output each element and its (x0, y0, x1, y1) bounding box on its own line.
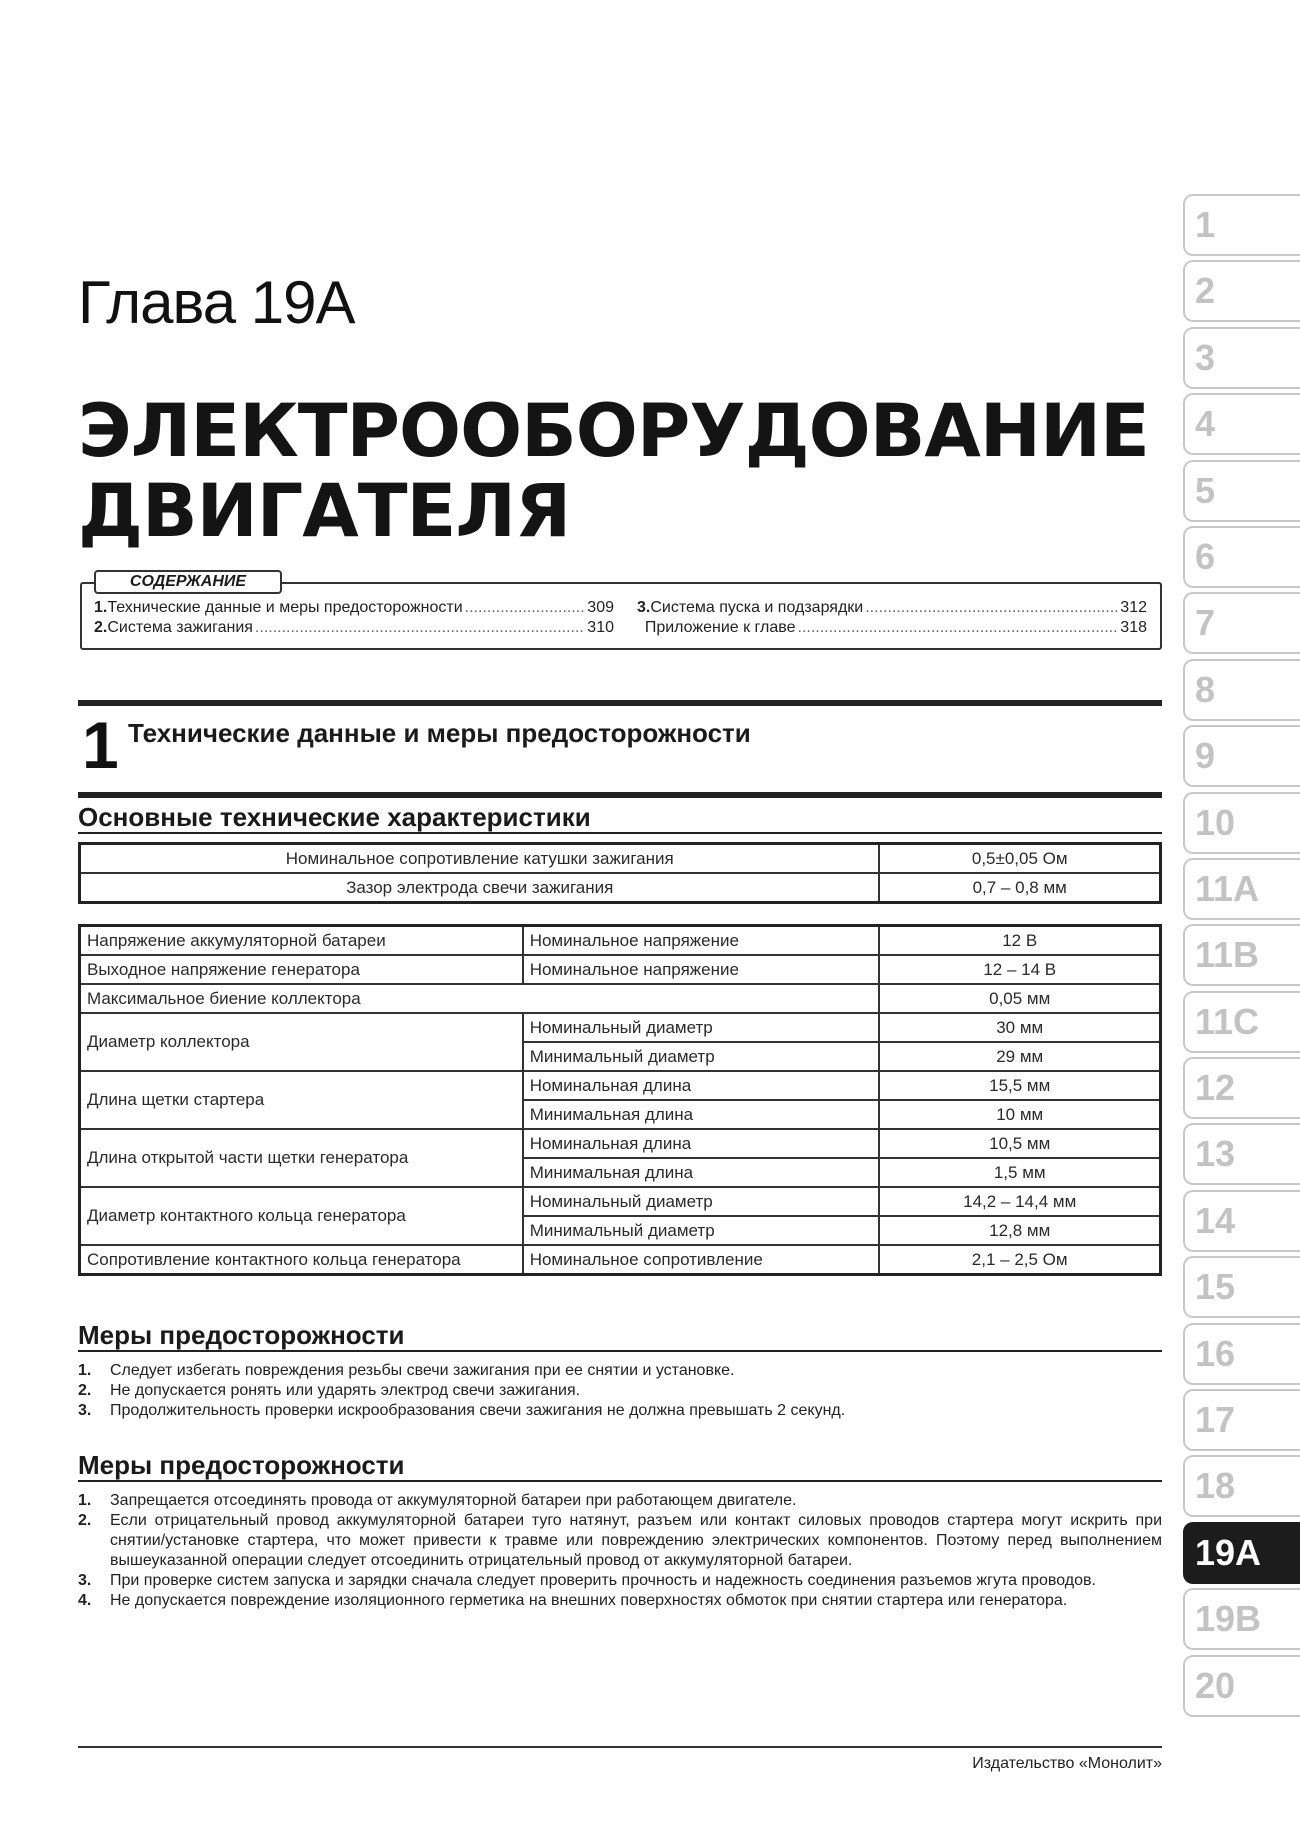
chapter-tab-label: 1 (1195, 204, 1216, 245)
table-cell-param: Диаметр коллектора (80, 1013, 523, 1071)
precautions-list-2 (78, 1491, 1162, 1611)
table-cell-param: Выходное напряжение генератора (80, 955, 523, 984)
section-header (78, 700, 1162, 798)
chapter-tab-14[interactable] (1183, 1190, 1300, 1252)
chapter-tab-label: 10 (1195, 801, 1236, 843)
toc-item[interactable] (637, 618, 1147, 638)
table-cell-sub: Номинальное сопротивление (523, 1245, 880, 1275)
chapter-tab-label: 13 (1195, 1133, 1236, 1175)
chapter-tab-label: 15 (1195, 1266, 1236, 1308)
table-cell-sub: Номинальная длина (523, 1129, 880, 1158)
chapter-tab-label: 3 (1195, 336, 1216, 378)
table-cell-value: 12,8 мм (879, 1216, 1160, 1245)
table-row (80, 873, 1161, 903)
toc-leader-dots (797, 618, 1118, 638)
list-item (78, 1401, 1162, 1421)
list-item-number: 1. (78, 1492, 92, 1509)
table-cell-sub: Минимальная длина (523, 1100, 880, 1129)
toc-item-page: 309 (587, 599, 614, 616)
chapter-tab-label: 9 (1195, 735, 1216, 777)
toc-item-text: Технические данные и меры предосторожности (107, 599, 463, 616)
table-cell-value: 0,05 мм (879, 984, 1160, 1013)
table-row (80, 844, 1161, 874)
table-cell-sub: Минимальная длина (523, 1158, 880, 1187)
chapter-tab-label: 11B (1195, 934, 1260, 976)
table-cell-value: 12 – 14 В (879, 955, 1160, 984)
table-cell-sub: Номинальный диаметр (523, 1187, 880, 1216)
list-item-number: 3. (78, 1572, 92, 1589)
list-item-number: 3. (78, 1402, 92, 1419)
list-item (78, 1381, 1162, 1401)
toc-item-number: 2. (94, 619, 108, 636)
page-title-line2: ДВИГАТЕЛЯ (78, 469, 571, 554)
toc-item-page: 310 (587, 619, 614, 636)
table-cell-value: 30 мм (879, 1013, 1160, 1042)
chapter-tab-label: 5 (1195, 469, 1216, 511)
table-cell-value: 10 мм (879, 1100, 1160, 1129)
table-row (80, 1245, 1161, 1275)
list-item-text: При проверке систем запуска и зарядки сначала следует проверить прочность и надежность соединения разъемов жгута проводов. (110, 1572, 1096, 1589)
chapter-tab-11b[interactable] (1183, 924, 1300, 986)
toc-item-text: Система зажигания (107, 619, 253, 636)
toc-item-text: Система пуска и подзарядки (650, 599, 864, 616)
chapter-tab-1[interactable] (1183, 194, 1300, 256)
chapter-tab-label: 8 (1195, 668, 1216, 710)
list-item-number: 4. (78, 1592, 92, 1609)
contents-heading: СОДЕРЖАНИЕ (94, 570, 282, 594)
table-cell-value: 29 мм (879, 1042, 1160, 1071)
table-cell-sub: Номинальный диаметр (523, 1013, 880, 1042)
table-cell-param: Сопротивление контактного кольца генератора (80, 1245, 523, 1275)
table-cell-value: 15,5 мм (879, 1071, 1160, 1100)
table-cell-value: 0,7 – 0,8 мм (879, 873, 1160, 903)
chapter-tab-9[interactable] (1183, 725, 1300, 787)
list-item-text: Запрещается отсоединять провода от аккумуляторной батареи при работающем двигателе. (110, 1492, 797, 1509)
chapter-tab-label: 14 (1195, 1199, 1236, 1241)
chapter-tab-3[interactable] (1183, 327, 1300, 389)
footer-divider (78, 1746, 1162, 1748)
table-cell-value: 12 В (879, 926, 1160, 956)
toc-item[interactable] (94, 598, 614, 618)
table-row (80, 984, 1161, 1013)
publisher-label: Издательство «Монолит» (972, 1755, 1162, 1772)
chapter-tab-label: 4 (1195, 403, 1216, 445)
toc-item-text: Приложение к главе (644, 619, 796, 636)
chapter-tab-label: 19B (1195, 1598, 1262, 1640)
list-item-number: 2. (78, 1512, 92, 1529)
table-cell-param: Зазор электрода свечи зажигания (80, 873, 880, 903)
table-cell-value: 2,1 – 2,5 Ом (879, 1245, 1160, 1275)
list-item (78, 1591, 1162, 1611)
list-item-text: Продолжительность проверки искрообразования свечи зажигания не должна превышать 2 секунд. (110, 1402, 846, 1419)
chapter-tab-11a[interactable] (1183, 858, 1300, 920)
chapter-label: Глава 19А (78, 269, 355, 336)
table-of-contents (80, 573, 1162, 650)
spec-table-charging (78, 924, 1162, 1276)
chapter-tab-6[interactable] (1183, 526, 1300, 588)
chapter-tab-label: 20 (1195, 1664, 1236, 1706)
table-row (80, 926, 1161, 956)
specs-heading: Основные технические характеристики (78, 802, 591, 832)
divider (78, 1480, 1162, 1482)
chapter-tab-19a[interactable] (1183, 1522, 1300, 1584)
chapter-tab-13[interactable] (1183, 1123, 1300, 1185)
chapter-tab-12[interactable] (1183, 1057, 1300, 1119)
table-cell-param: Диаметр контактного кольца генератора (80, 1187, 523, 1245)
page-title-line1: ЭЛЕКТРООБОРУДОВАНИЕ (78, 389, 1149, 474)
table-cell-sub: Номинальное напряжение (523, 955, 880, 984)
list-item-text: Следует избегать повреждения резьбы свечи зажигания при ее снятии и установке. (110, 1362, 735, 1379)
table-cell-sub: Номинальное напряжение (523, 926, 880, 956)
chapter-tab-label: 7 (1195, 602, 1216, 644)
chapter-tab-10[interactable] (1183, 792, 1300, 854)
chapter-tab-8[interactable] (1183, 659, 1300, 721)
chapter-tab-label: 16 (1195, 1332, 1236, 1374)
chapter-tab-18[interactable] (1183, 1455, 1300, 1517)
toc-item[interactable] (94, 618, 614, 638)
chapter-tab-15[interactable] (1183, 1256, 1300, 1318)
page-title (78, 389, 1149, 554)
chapter-tab-label: 11C (1195, 1000, 1260, 1042)
chapter-tab-17[interactable] (1183, 1389, 1300, 1451)
list-item-number: 1. (78, 1362, 92, 1379)
table-cell-param: Номинальное сопротивление катушки зажигания (80, 844, 880, 874)
toc-item-number: 1. (94, 599, 108, 616)
list-item-text: Не допускается ронять или ударять электрод свечи зажигания. (110, 1382, 581, 1399)
table-row (80, 1071, 1161, 1100)
list-item (78, 1511, 1162, 1571)
table-cell-param: Максимальное биение коллектора (80, 984, 880, 1013)
chapter-tab-2[interactable] (1183, 260, 1300, 322)
list-item (78, 1491, 1162, 1511)
precautions-list-1 (78, 1361, 1162, 1421)
chapter-tab-7[interactable] (1183, 592, 1300, 654)
table-cell-value: 1,5 мм (879, 1158, 1160, 1187)
list-item (78, 1361, 1162, 1381)
chapter-tab-label: 6 (1195, 535, 1216, 577)
toc-leader-dots (865, 598, 1118, 618)
toc-leader-dots (465, 598, 586, 618)
table-row (80, 955, 1161, 984)
toc-column-right (637, 598, 1147, 638)
toc-leader-dots (255, 618, 585, 638)
table-cell-sub: Минимальный диаметр (523, 1042, 880, 1071)
table-cell-param: Напряжение аккумуляторной батареи (80, 926, 523, 956)
table-cell-param: Длина щетки стартера (80, 1071, 523, 1129)
section-number: 1 (82, 708, 119, 782)
precautions-heading-1: Меры предосторожности (78, 1320, 405, 1350)
table-cell-sub: Номинальная длина (523, 1071, 880, 1100)
divider (78, 832, 1162, 834)
table-cell-value: 0,5±0,05 Ом (879, 844, 1160, 874)
chapter-tab-label: 17 (1195, 1399, 1236, 1441)
list-item-text: Не допускается повреждение изоляционного герметика на внешних поверхностях обмоток при снятии стартера или генератора. (110, 1592, 1068, 1609)
list-item (78, 1571, 1162, 1591)
table-row (80, 1129, 1161, 1158)
table-cell-sub: Минимальный диаметр (523, 1216, 880, 1245)
chapter-tab-label: 18 (1195, 1465, 1236, 1507)
chapter-tab-4[interactable] (1183, 393, 1300, 455)
toc-item[interactable] (637, 598, 1147, 618)
table-cell-param: Длина открытой части щетки генератора (80, 1129, 523, 1187)
table-cell-value: 14,2 – 14,4 мм (879, 1187, 1160, 1216)
list-item-text: Если отрицательный провод аккумуляторной батареи туго натянут, разъем или контакт силовых проводов стартера могут искрить при снятии/установке стартера, что может привести к травме или повреждению электрических компонентов. Поэтому перед выполнением вышеуказанной операции следует отсоединить отрицательный провод от аккумуляторной батареи. (110, 1512, 1162, 1569)
chapter-tab-20[interactable] (1183, 1655, 1300, 1717)
divider (78, 1350, 1162, 1352)
toc-item-number (637, 618, 645, 638)
list-item-number: 2. (78, 1382, 92, 1399)
chapter-tab-label: 11A (1195, 867, 1260, 909)
chapter-tabs (1183, 194, 1300, 1721)
precautions-heading-2: Меры предосторожности (78, 1450, 405, 1480)
chapter-tab-11c[interactable] (1183, 991, 1300, 1053)
toc-item-page: 318 (1120, 619, 1147, 636)
chapter-tab-label: 19A (1195, 1531, 1262, 1573)
toc-column-left (94, 598, 614, 638)
chapter-tab-label: 2 (1195, 270, 1216, 312)
section-title: Технические данные и меры предосторожности (128, 718, 751, 748)
chapter-tab-label: 12 (1195, 1067, 1236, 1109)
table-cell-value: 10,5 мм (879, 1129, 1160, 1158)
chapter-tab-16[interactable] (1183, 1323, 1300, 1385)
table-row (80, 1013, 1161, 1042)
chapter-tab-19b[interactable] (1183, 1588, 1300, 1650)
toc-item-number: 3. (637, 599, 651, 616)
table-row (80, 1187, 1161, 1216)
spec-table-ignition (78, 842, 1162, 904)
toc-item-page: 312 (1120, 599, 1147, 616)
chapter-tab-5[interactable] (1183, 460, 1300, 522)
